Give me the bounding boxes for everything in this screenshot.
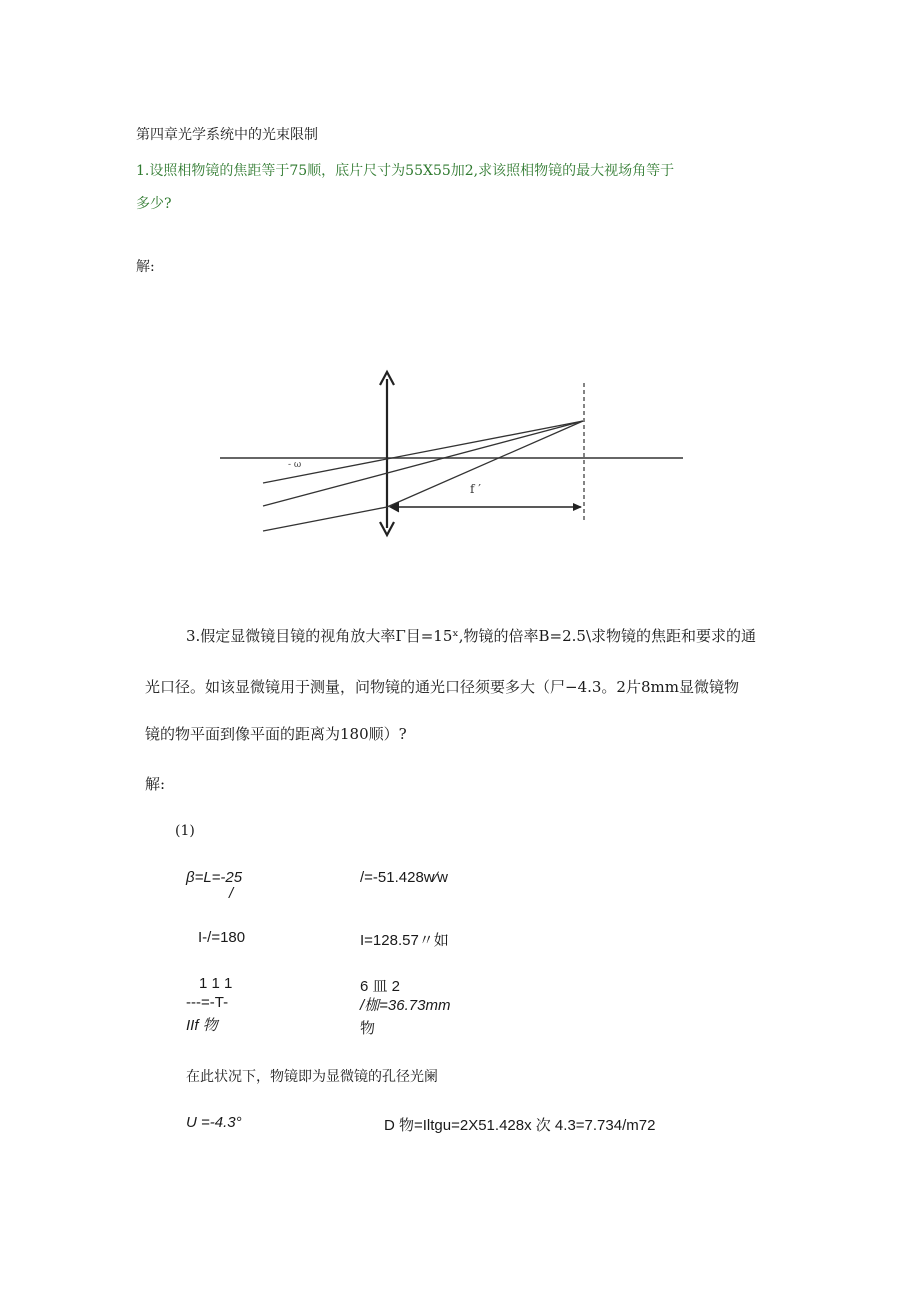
question-3-solution-label: 解:	[145, 775, 166, 793]
omega-label: - ω	[288, 460, 302, 470]
eq-image-distance: I=128.57〃如	[360, 932, 449, 949]
ray-middle	[263, 421, 583, 506]
question-1-line-2: 多少?	[136, 196, 172, 212]
ray-bottom-incident	[263, 507, 387, 531]
question-1-line-1: 1.设照相物镜的焦距等于75顺，底片尺寸为55X55加2,求该照相物镜的最大视场角等于	[136, 163, 675, 179]
eq-clear-aperture: D 物=Iltgu=2X51.428x 次 4.3=7.734/m72	[384, 1117, 656, 1134]
ray-bottom-refracted	[387, 421, 583, 507]
ray-top	[263, 421, 583, 483]
eq-focal-fraction: 6 皿 2	[360, 978, 401, 995]
question-3-line-1: 3.假定显微镜目镜的视角放大率Γ目=15ˣ,物镜的倍率B=2.5\求物镜的焦距和要求的通	[186, 627, 757, 645]
eq-lens-formula-numerators: 1 1 1	[199, 975, 233, 992]
part-1-label: (1)	[175, 823, 195, 839]
eq-aperture-angle: U =-4.3°	[186, 1114, 242, 1131]
chapter-title: 第四章光学系统中的光束限制	[136, 127, 318, 143]
question-1-solution-label: 解:	[136, 259, 155, 275]
eq-conjugate-distance: I-/=180	[198, 929, 246, 946]
eq-lens-formula-bars: ---=-T-	[186, 994, 229, 1011]
eq-focal-subscript: 物	[360, 1020, 376, 1037]
question-3-line-2: 光口径。如该显微镜用于测量，问物镜的通光口径须要多大（尸−4.3。2片8mm显微镜物	[145, 678, 739, 696]
question-3-line-3: 镜的物平面到像平面的距离为180顺）?	[145, 725, 407, 743]
lens-diagram	[215, 365, 690, 545]
aperture-stop-statement: 在此状况下，物镜即为显微镜的孔径光阑	[186, 1069, 438, 1085]
eq-beta-denominator: /	[229, 885, 234, 902]
focal-length-label: f ′	[470, 482, 481, 496]
eq-object-distance: /=-51.428w∕w	[360, 869, 448, 886]
eq-lens-formula-denominators: IIf 物	[186, 1017, 218, 1034]
eq-beta: β=L=-25	[186, 869, 243, 886]
eq-focal-length-result: /枷=36.73mm	[360, 997, 451, 1014]
